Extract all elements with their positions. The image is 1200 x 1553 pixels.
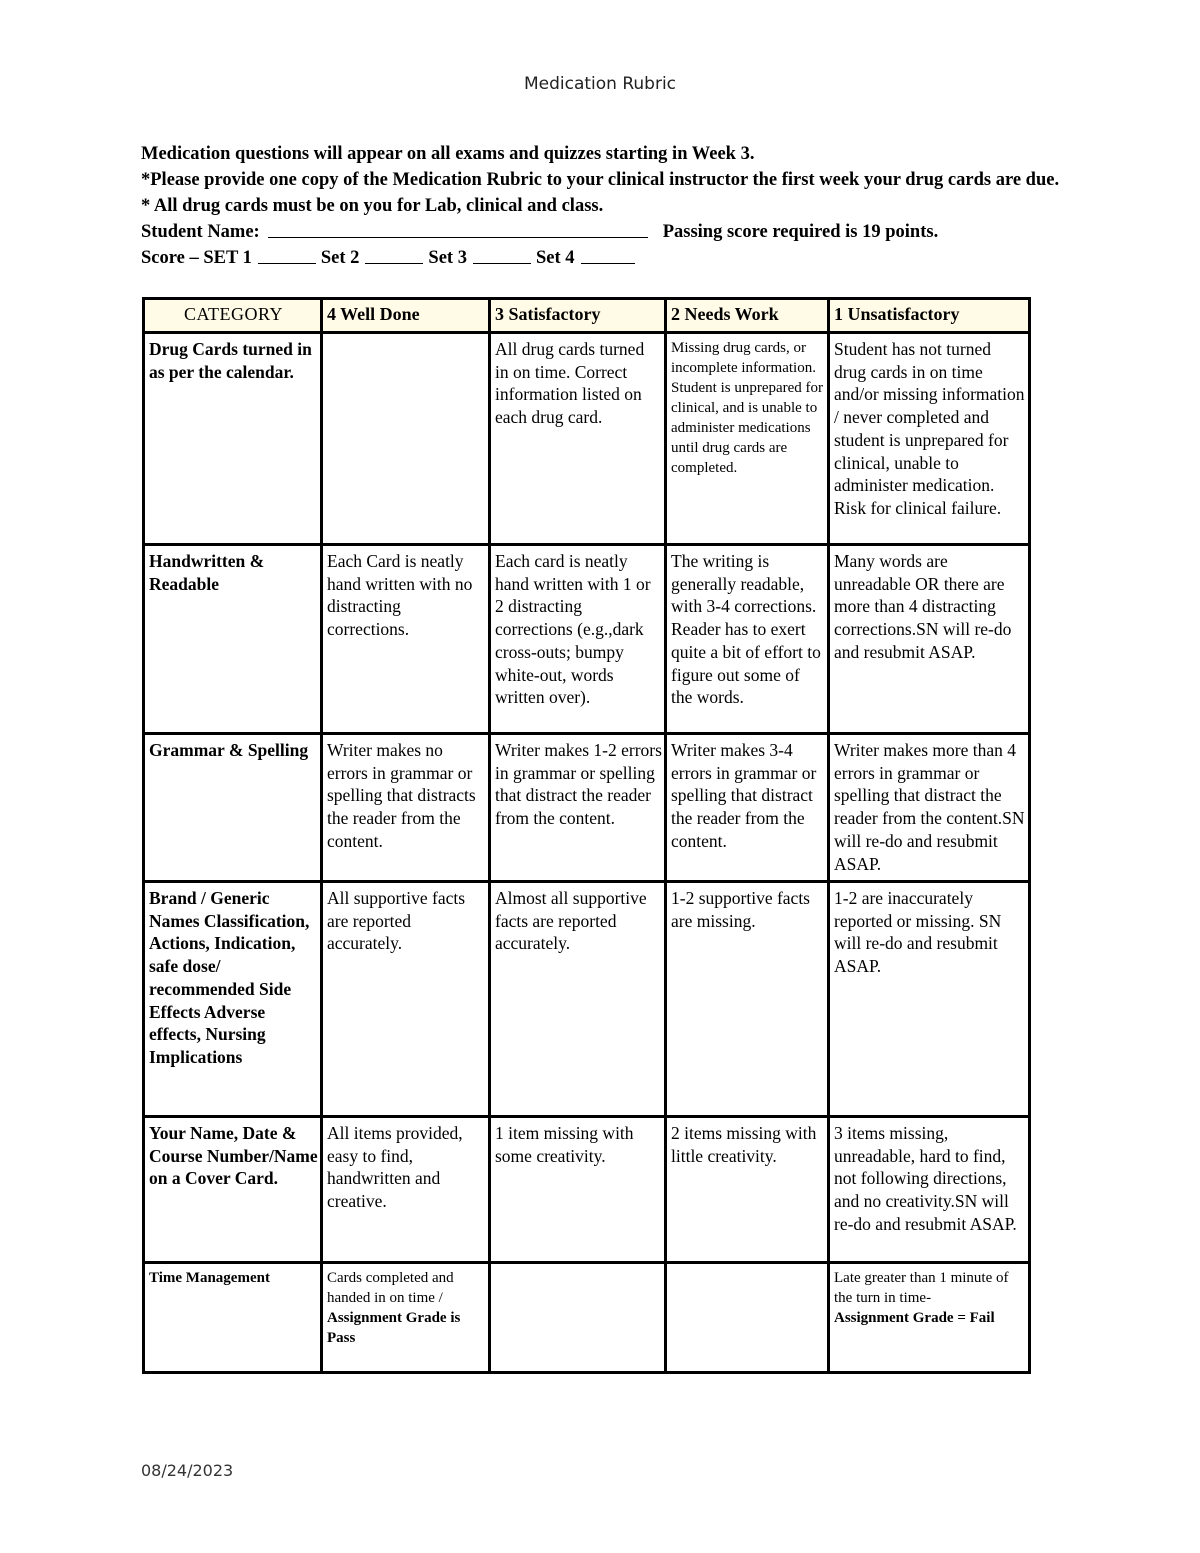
score-set1-label: Score – SET 1 (141, 248, 252, 268)
intro-section (141, 141, 1061, 271)
cell-well-done: Writer makes no errors in grammar or spelling that distracts the reader from the content. (322, 734, 490, 882)
cell-well-done-text: Cards completed and handed in on time / (327, 1270, 454, 1306)
cell-unsatisfactory: Many words are unreadable OR there are more than 4 distracting corrections.SN will re-do and resubmit ASAP. (829, 545, 1030, 734)
table-row (144, 1117, 1030, 1263)
student-name-field[interactable] (268, 219, 648, 238)
header-needs-work: 2 Needs Work (666, 299, 829, 333)
cell-needs-work: The writing is generally readable, with 3-4 corrections. Reader has to exert quite a bit of effort to figure out some of the words. (666, 545, 829, 734)
score-set3-field[interactable] (473, 245, 531, 264)
cell-needs-work: 2 items missing with little creativity. (666, 1117, 829, 1263)
cell-unsatisfactory: Writer makes more than 4 errors in grammar or spelling that distract the reader from the content.SN will re-do and resubmit ASAP. (829, 734, 1030, 882)
header-category: CATEGORY (144, 299, 322, 333)
cell-satisfactory: Almost all supportive facts are reported accurately. (490, 882, 666, 1117)
cell-unsatisfactory (829, 1263, 1030, 1373)
table-row (144, 545, 1030, 734)
table-row (144, 333, 1030, 545)
cell-unsatisfactory: 1-2 are inaccurately reported or missing. SN will re-do and resubmit ASAP. (829, 882, 1030, 1117)
score-set4-field[interactable] (581, 245, 635, 264)
cell-satisfactory: Each card is neatly hand written with 1 or 2 distracting corrections (e.g.,dark cross-outs; bumpy white-out, words written over). (490, 545, 666, 734)
score-row (141, 245, 1061, 271)
intro-line-1: Medication questions will appear on all exams and quizzes starting in Week 3. (141, 144, 755, 164)
cell-needs-work: Missing drug cards, or incomplete information. Student is unprepared for clinical, and is unable to administer medications until drug cards are completed. (666, 333, 829, 545)
cell-unsatisfactory: Student has not turned drug cards in on time and/or missing information / never completed and student is unprepared for clinical, unable to administer medication. Risk for clinical failure. (829, 333, 1030, 545)
student-name-label: Student Name: (141, 222, 260, 242)
row-category: Drug Cards turned in as per the calendar. (144, 333, 322, 545)
score-set4-label: Set 4 (535, 248, 575, 268)
header-unsatisfactory: 1 Unsatisfactory (829, 299, 1030, 333)
cell-satisfactory: 1 item missing with some creativity. (490, 1117, 666, 1263)
row-category: Time Management (144, 1263, 322, 1373)
header-satisfactory: 3 Satisfactory (490, 299, 666, 333)
cell-well-done: All supportive facts are reported accurately. (322, 882, 490, 1117)
header-well-done: 4 Well Done (322, 299, 490, 333)
score-set1-field[interactable] (258, 245, 316, 264)
score-set2-field[interactable] (365, 245, 423, 264)
rubric-table (142, 297, 1031, 1374)
cell-satisfactory: All drug cards turned in on time. Correct information listed on each drug card. (490, 333, 666, 545)
cell-well-done-grade: Assignment Grade is Pass (327, 1310, 461, 1346)
score-set3-label: Set 3 (428, 248, 467, 268)
cell-needs-work: 1-2 supportive facts are missing. (666, 882, 829, 1117)
table-row (144, 734, 1030, 882)
passing-score-note: Passing score required is 19 points. (662, 222, 939, 242)
table-row (144, 882, 1030, 1117)
cell-well-done (322, 333, 490, 545)
cell-well-done: All items provided, easy to find, handwritten and creative. (322, 1117, 490, 1263)
student-name-row (141, 219, 1061, 245)
cell-satisfactory: Writer makes 1-2 errors in grammar or spelling that distract the reader from the content. (490, 734, 666, 882)
cell-unsatisfactory-text: Late greater than 1 minute of the turn in time- (834, 1270, 1009, 1306)
score-set2-label: Set 2 (320, 248, 360, 268)
cell-needs-work (666, 1263, 829, 1373)
intro-line-3: * All drug cards must be on you for Lab, clinical and class. (141, 196, 604, 216)
footer-date: 08/24/2023 (141, 1461, 234, 1480)
cell-satisfactory (490, 1263, 666, 1373)
page-header-title: Medication Rubric (523, 74, 677, 94)
table-row (144, 1263, 1030, 1373)
row-category: Handwritten & Readable (144, 545, 322, 734)
cell-needs-work: Writer makes 3-4 errors in grammar or spelling that distract the reader from the content. (666, 734, 829, 882)
intro-line-2: *Please provide one copy of the Medication Rubric to your clinical instructor the first week your drug cards are due. (141, 170, 1060, 190)
cell-well-done (322, 1263, 490, 1373)
rubric-header-row (144, 299, 1030, 333)
cell-unsatisfactory: 3 items missing, unreadable, hard to find, not following directions, and no creativity.SN will re-do and resubmit ASAP. (829, 1117, 1030, 1263)
row-category: Your Name, Date & Course Number/Name on a Cover Card. (144, 1117, 322, 1263)
row-category: Brand / Generic Names Classification, Actions, Indication, safe dose/ recommended Side Effects Adverse effects, Nursing Implications (144, 882, 322, 1117)
cell-unsatisfactory-grade: Assignment Grade = Fail (834, 1310, 995, 1326)
row-category: Grammar & Spelling (144, 734, 322, 882)
cell-well-done: Each Card is neatly hand written with no distracting corrections. (322, 545, 490, 734)
